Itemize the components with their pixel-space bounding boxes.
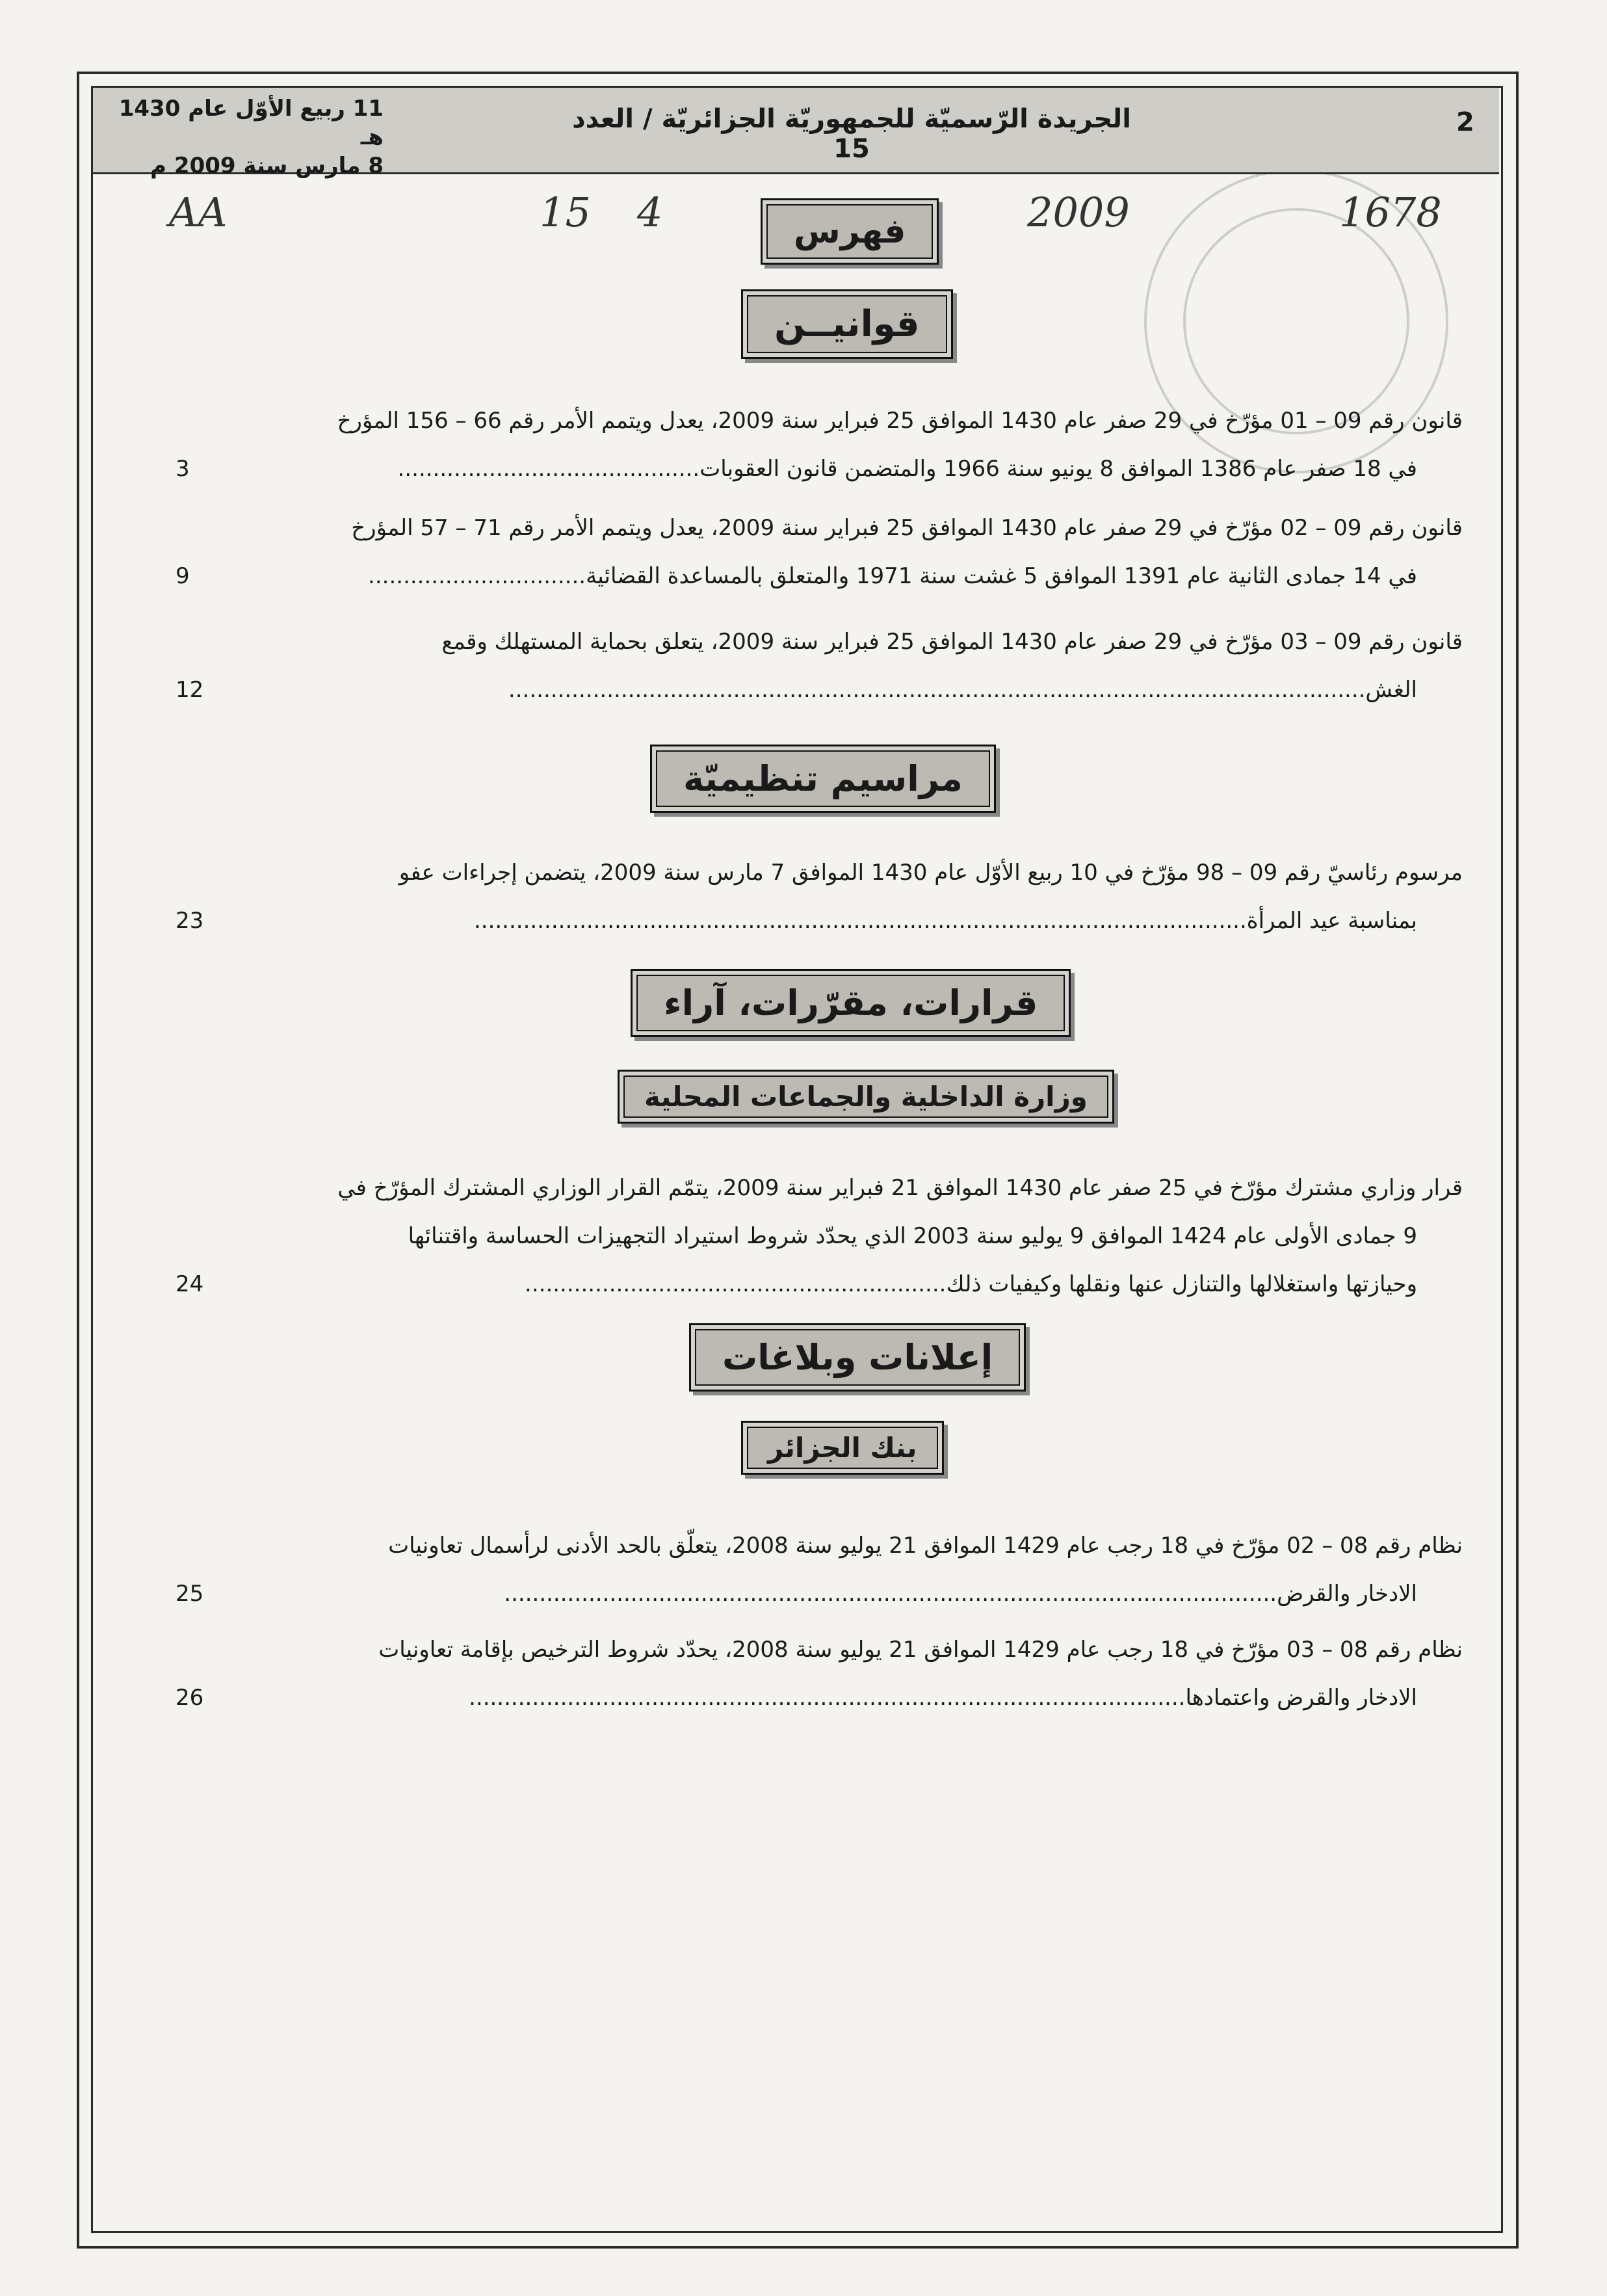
- gregorian-date: 8 مارس سنة 2009 م: [150, 153, 384, 179]
- toc-entry: مرسوم رئاسيّ رقم 09 – 98 مؤرّخ في 10 ربيع الأوّل عام 1430 الموافق 7 مارس سنة 2009، يتضمن إجراءات عفو بمناسبة عيد المرأة.............................................................................................................. 23: [215, 849, 1463, 945]
- handwritten-number-15: 15: [540, 189, 591, 236]
- page-reference: 23: [176, 908, 204, 934]
- issue-date: [98, 94, 384, 180]
- toc-entry: نظام رقم 08 – 03 مؤرّخ في 18 رجب عام 1429 الموافق 21 يوليو سنة 2008، يحدّد شروط الترخيص بإقامة تعاونيات الادخار والقرض واعتمادها...................................................................................................... 26: [215, 1626, 1463, 1722]
- page-number: 2: [1456, 107, 1474, 137]
- page-reference: 3: [176, 456, 190, 482]
- toc-entry: قانون رقم 09 – 02 مؤرّخ في 29 صفر عام 1430 الموافق 25 فبراير سنة 2009، يعدل ويتمم الأمر رقم 71 – 57 المؤرخ في 14 جمادى الثانية عام 1391 الموافق 5 غشت سنة 1971 والمتعلق بالمساعدة القضائية............................... 9: [215, 504, 1463, 600]
- ministry-heading: وزارة الداخلية والجماعات المحلية: [618, 1070, 1114, 1124]
- page-reference: 25: [176, 1581, 204, 1607]
- toc-entry: نظام رقم 08 – 02 مؤرّخ في 18 رجب عام 1429 الموافق 21 يوليو سنة 2008، يتعلّق بالحد الأدنى لرأسمال تعاونيات الادخار والقرض.............................................................................................................. 25: [215, 1522, 1463, 1618]
- handwritten-left-code: AA: [169, 189, 228, 236]
- toc-entry: قرار وزاري مشترك مؤرّخ في 25 صفر عام 1430 الموافق 21 فبراير سنة 2009، يتمّم القرار الوزاري المشترك المؤرّخ في 9 جمادى الأولى عام 1424 الموافق 9 يوليو سنة 2003 الذي يحدّد شروط استيراد التجهيزات الحساسة واقتنائها وحيازتها واستغلالها والتنازل عنها ونقلها وكيفيات ذلك............................................................ 24: [215, 1164, 1463, 1308]
- laws-heading: قوانيــن: [741, 289, 953, 359]
- page-reference: 12: [176, 677, 204, 703]
- toc-entry: قانون رقم 09 – 03 مؤرّخ في 29 صفر عام 1430 الموافق 25 فبراير سنة 2009، يتعلق بحماية المستهلك وقمع الغش.......................................................................................................................... 12: [215, 618, 1463, 714]
- bank-heading: بنك الجزائر: [741, 1421, 944, 1475]
- page-reference: 26: [176, 1685, 204, 1711]
- toc-entry: قانون رقم 09 – 01 مؤرّخ في 29 صفر عام 1430 الموافق 25 فبراير سنة 2009، يعدل ويتمم الأمر رقم 66 – 156 المؤرخ في 18 صفر عام 1386 الموافق 8 يونيو سنة 1966 والمتضمن قانون العقوبات........................................... 3: [215, 397, 1463, 493]
- masthead-title: الجريدة الرّسميّة للجمهوريّة الجزائريّة / العدد 15: [572, 104, 1131, 164]
- decrees-heading: مراسيم تنظيميّة: [650, 745, 996, 813]
- handwritten-year: 2009: [1027, 189, 1130, 236]
- page-reference: 24: [176, 1271, 204, 1297]
- hijri-date: 11 ربيع الأوّل عام 1430 هـ: [118, 96, 384, 150]
- decisions-heading: قرارات، مقرّرات، آراء: [631, 969, 1071, 1037]
- index-heading: فهرس: [761, 198, 939, 265]
- page-reference: 9: [176, 563, 190, 589]
- handwritten-number-4: 4: [637, 189, 663, 236]
- announcements-heading: إعلانات وبلاغات: [689, 1323, 1026, 1392]
- handwritten-right-code: 1678: [1339, 189, 1442, 236]
